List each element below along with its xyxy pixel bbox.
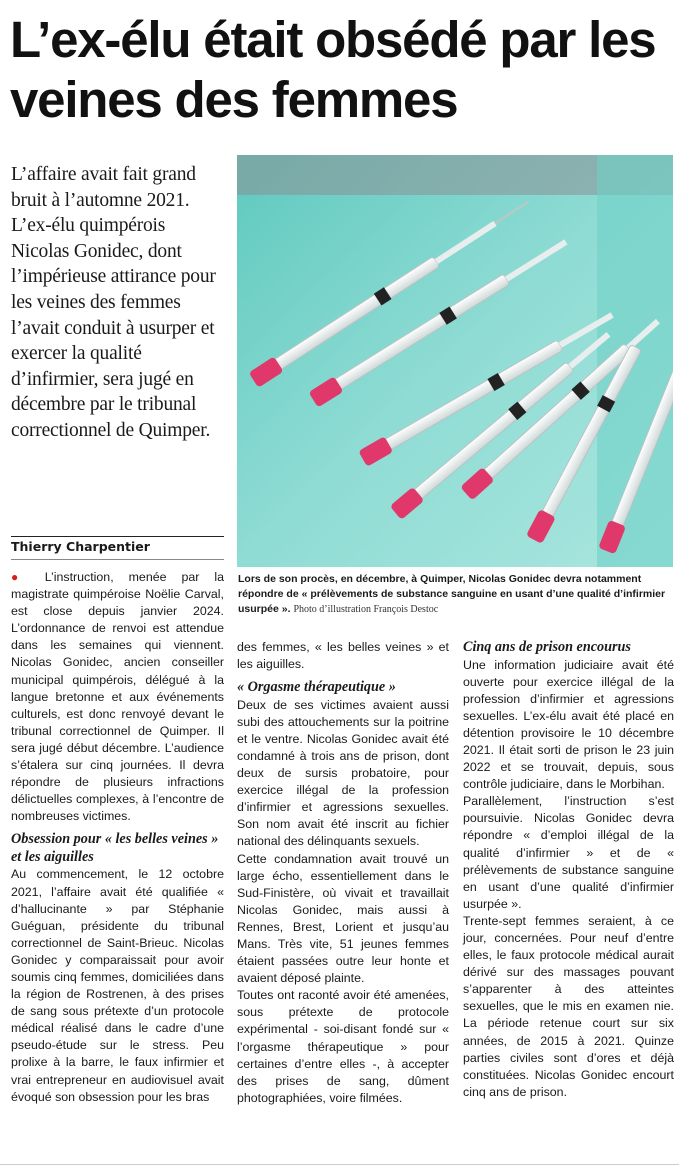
headline: L’ex-élu était obsédé par les veines des femmes <box>10 11 656 128</box>
paragraph: Trente-sept femmes seraient, à ce jour, concernées. Pour neuf d’entre elles, le faux protocole médical aurait dérivé sur des massages pouvant s’apparenter à des atteintes sexuelles, que le mis en examen nie. La période retenue court sur six années, de 2015 à 2021. Quinze parties civiles sont d’ores et déjà constituées. Nicolas Gonidec encourt cinq ans de prison. <box>463 913 674 1099</box>
photo-caption <box>238 572 674 617</box>
caption-text: Lors de son procès, en décembre, à Quimper, Nicolas Gonidec devra notamment répondre de « prélèvements de substance sanguine en usant d’une qualité d’infirmier usurpée ». <box>238 573 666 615</box>
syringes-photo <box>237 155 673 567</box>
paragraph <box>11 569 224 825</box>
author-rule-bottom <box>11 559 224 560</box>
column-2 <box>237 639 449 1107</box>
paragraph-text: L’instruction, menée par la magistrate quimpéroise Noëlie Carval, est close depuis janvier 2024. L’ordonnance de renvoi est attendue dans les semaines qui viennent. Nicolas Gonidec, ancien conseiller municipal quimpérois, délégué à la langue bretonne et aux événements culturels, est donc renvoyé devant le tribunal correctionnel de Quimper. Il sera jugé début décembre. L’audience s’étalera sur cinq journées. Il devra répondre de plusieurs infractions délictuelles complexes, à l’encontre de nombreuses victimes. <box>11 570 224 824</box>
paragraph: Cette condamnation avait trouvé un large écho, essentiellement dans le Sud-Finistère, où vivait et travaillait Nicolas Gonidec, mais aussi à Rennes, Brest, Lorient et jusqu’au Mans. Très vite, 51 jeunes femmes étaient passées outre leur honte et avaient déposé plainte. <box>237 851 449 986</box>
paragraph: Toutes ont raconté avoir été amenées, sous prétexte de protocole expérimental - soi-disant fondé sur « l’orgasme thérapeutique » pour certaines d’entre elles -, à accepter des prises de sang, dûment photographiées, voire filmées. <box>237 988 449 1105</box>
subheading: « Orgasme thérapeutique » <box>237 679 396 696</box>
paragraph: Une information judiciaire avait été ouverte pour exercice illégal de la profession d’infirmier et agressions sexuelles. L’ex-élu avait été placé en détention provisoire le 10 décembre 2021. Il était sorti de prison le 23 juin 2022 et se trouvait, depuis, sous contrôle judiciaire, dans le Morbihan. <box>463 657 674 792</box>
author-byline: Thierry Charpentier <box>11 539 150 554</box>
photo-credit: Photo d’illustration François Destoc <box>293 604 439 615</box>
paragraph: des femmes, « les belles veines » et les aiguilles. <box>237 640 449 672</box>
paragraph: Au commencement, le 12 octobre 2021, l’affaire avait été qualifiée « d’hallucinante » par Stéphanie Guéguan, présidente du tribunal correctionnel de Saint-Brieuc. Nicolas Gonidec y comparaissait pour avoir soumis cinq femmes, domiciliées dans la région de Rostrenen, à des prises de sang sous prétexte d’un protocole médical réalisé dans le cadre d’une pseudo-étude sur le stress. Peu prolixe à la barre, le faux infirmier et vrai entrepreneur en audiovisuel avait évoqué son obsession pour les bras <box>11 867 224 1104</box>
author-rule-top <box>11 536 224 537</box>
bottom-rule <box>0 1164 679 1165</box>
paragraph: Deux de ses victimes avaient aussi subi des attouchements sur la poitrine et le ventre. Nicolas Gonidec avait été condamné à trois ans de prison, dont deux de sursis probatoire, pour exercice illégal de la profession d’infirmier et agressions sexuelles. Son nom avait été inscrit au fichier national des délinquants sexuels. <box>237 697 449 849</box>
subheading: Cinq ans de prison encourus <box>463 639 631 655</box>
lead-paragraph: L’affaire avait fait grand bruit à l’automne 2021. L’ex-élu quimpérois Nicolas Gonidec, dont l’impérieuse attirance pour les veines des femmes l’avait conduit à usurper et exercer la qualité d’infirmier, sera jugé en décembre par le tribunal correctionnel de Quimper. <box>11 164 216 441</box>
bullet-icon: ● <box>11 570 30 584</box>
column-3 <box>463 639 674 1101</box>
paragraph: Parallèlement, l’instruction s’est poursuivie. Nicolas Gonidec devra répondre « d’emploi illégal de la qualité d’infirmier » et de « prélèvements de substance sanguine en usant d’une qualité d’infirmier usurpée ». <box>463 794 674 911</box>
column-1 <box>11 569 224 1106</box>
subheading: Obsession pour « les belles veines » et les aiguilles <box>11 831 219 865</box>
